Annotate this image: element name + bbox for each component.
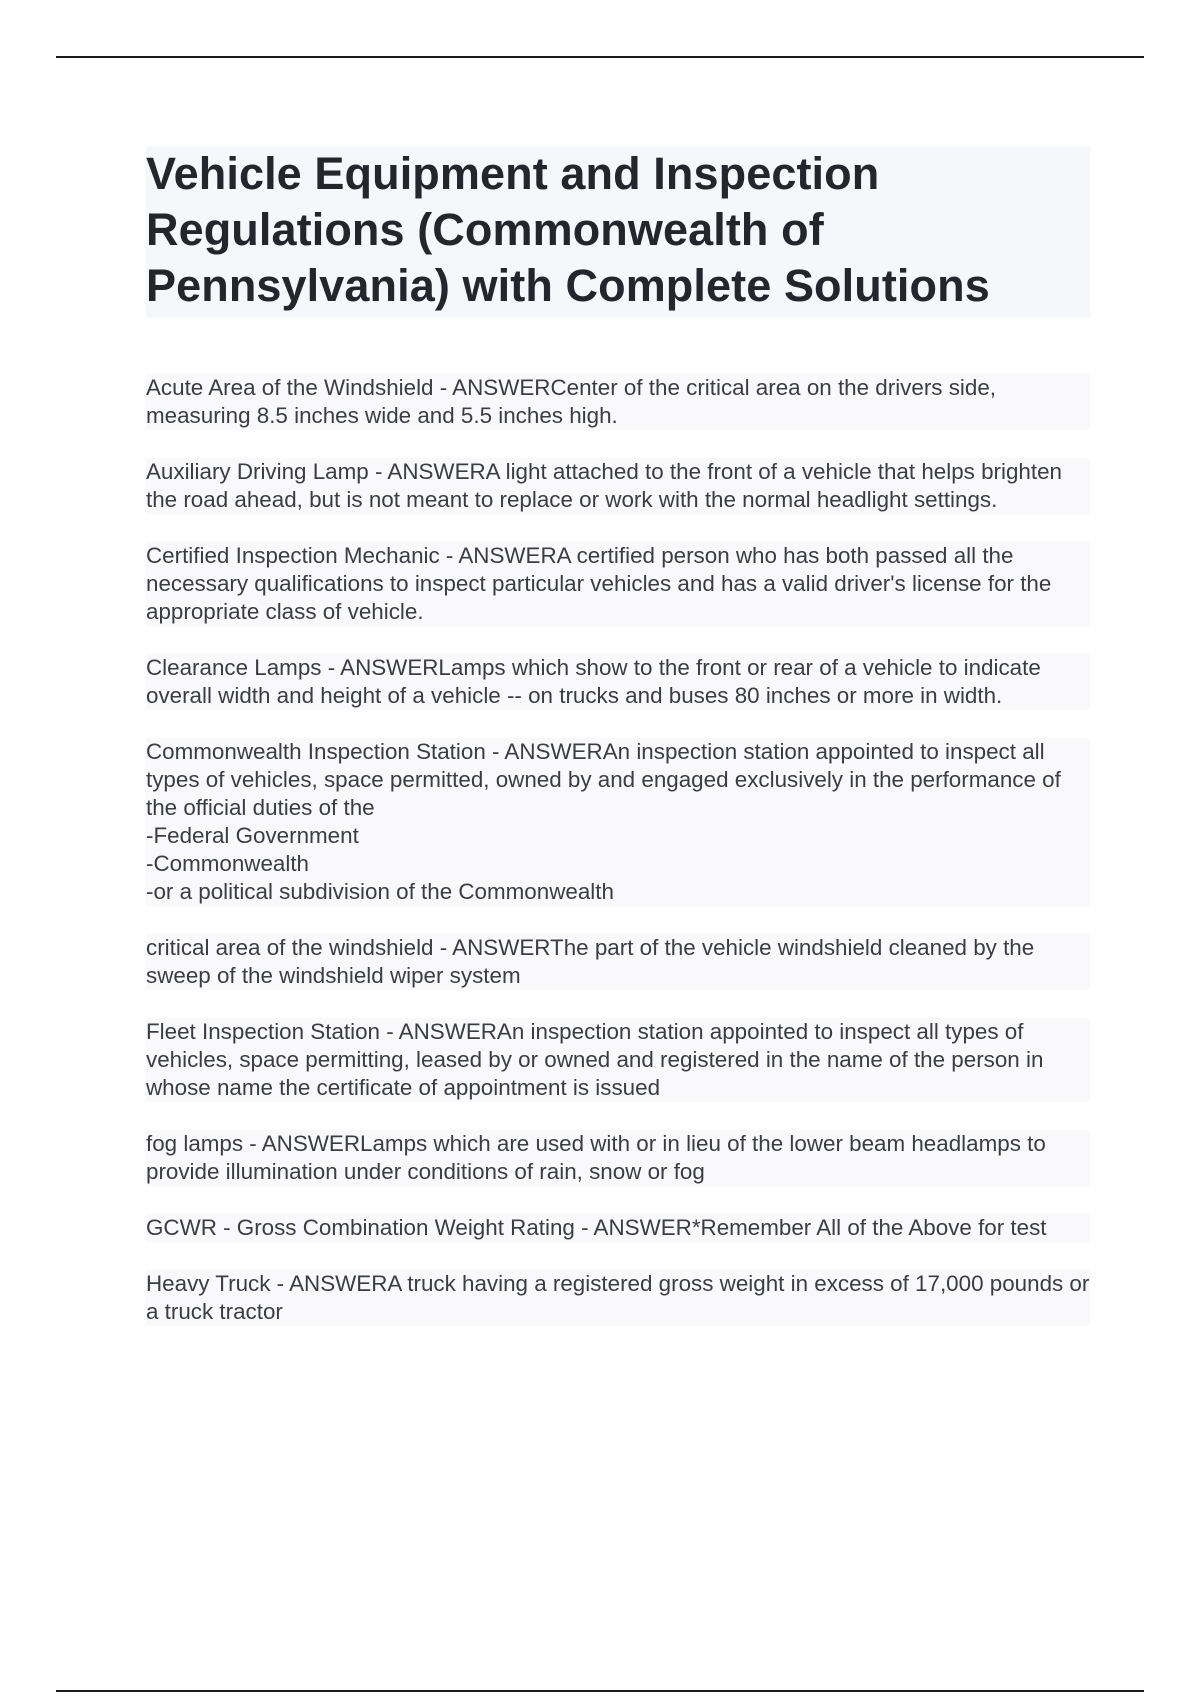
definition-entry: critical area of the windshield - ANSWERThe part of the vehicle windshield cleaned by the sweep of the windshield wiper system: [146, 934, 1090, 990]
definition-entry: Auxiliary Driving Lamp - ANSWERA light attached to the front of a vehicle that helps brighten the road ahead, but is not meant to replace or work with the normal headlight settings.: [146, 458, 1090, 514]
document-title: Vehicle Equipment and Inspection Regulations (Commonwealth of Pennsylvania) with Complete Solutions: [146, 148, 990, 311]
definition-entry: Acute Area of the Windshield - ANSWERCenter of the critical area on the drivers side, measuring 8.5 inches wide and 5.5 inches high.: [146, 374, 1090, 430]
definition-entry: Clearance Lamps - ANSWERLamps which show to the front or rear of a vehicle to indicate overall width and height of a vehicle -- on trucks and buses 80 inches or more in width.: [146, 654, 1090, 710]
bottom-rule: [56, 1690, 1144, 1692]
definition-entry: Fleet Inspection Station - ANSWERAn inspection station appointed to inspect all types of vehicles, space permitting, leased by or owned and registered in the name of the person in whose name the certificate of appointment is issued: [146, 1018, 1090, 1102]
definition-entry: fog lamps - ANSWERLamps which are used with or in lieu of the lower beam headlamps to provide illumination under conditions of rain, snow or fog: [146, 1130, 1090, 1186]
definition-entry: GCWR - Gross Combination Weight Rating - ANSWER*Remember All of the Above for test: [146, 1214, 1090, 1242]
title-block: [146, 146, 1090, 318]
definition-entry: Commonwealth Inspection Station - ANSWERAn inspection station appointed to inspect all types of vehicles, space permitted, owned by and engaged exclusively in the performance of the official duties of the -Federal Government -Commonwealth -or a political subdivision of the Commonwealth: [146, 738, 1090, 906]
definition-entry: Certified Inspection Mechanic - ANSWERA certified person who has both passed all the necessary qualifications to inspect particular vehicles and has a valid driver's license for the appropriate class of vehicle.: [146, 542, 1090, 626]
document-body: [146, 146, 1090, 1354]
definition-entry: Heavy Truck - ANSWERA truck having a registered gross weight in excess of 17,000 pounds or a truck tractor: [146, 1271, 1090, 1324]
top-rule: [56, 56, 1144, 58]
